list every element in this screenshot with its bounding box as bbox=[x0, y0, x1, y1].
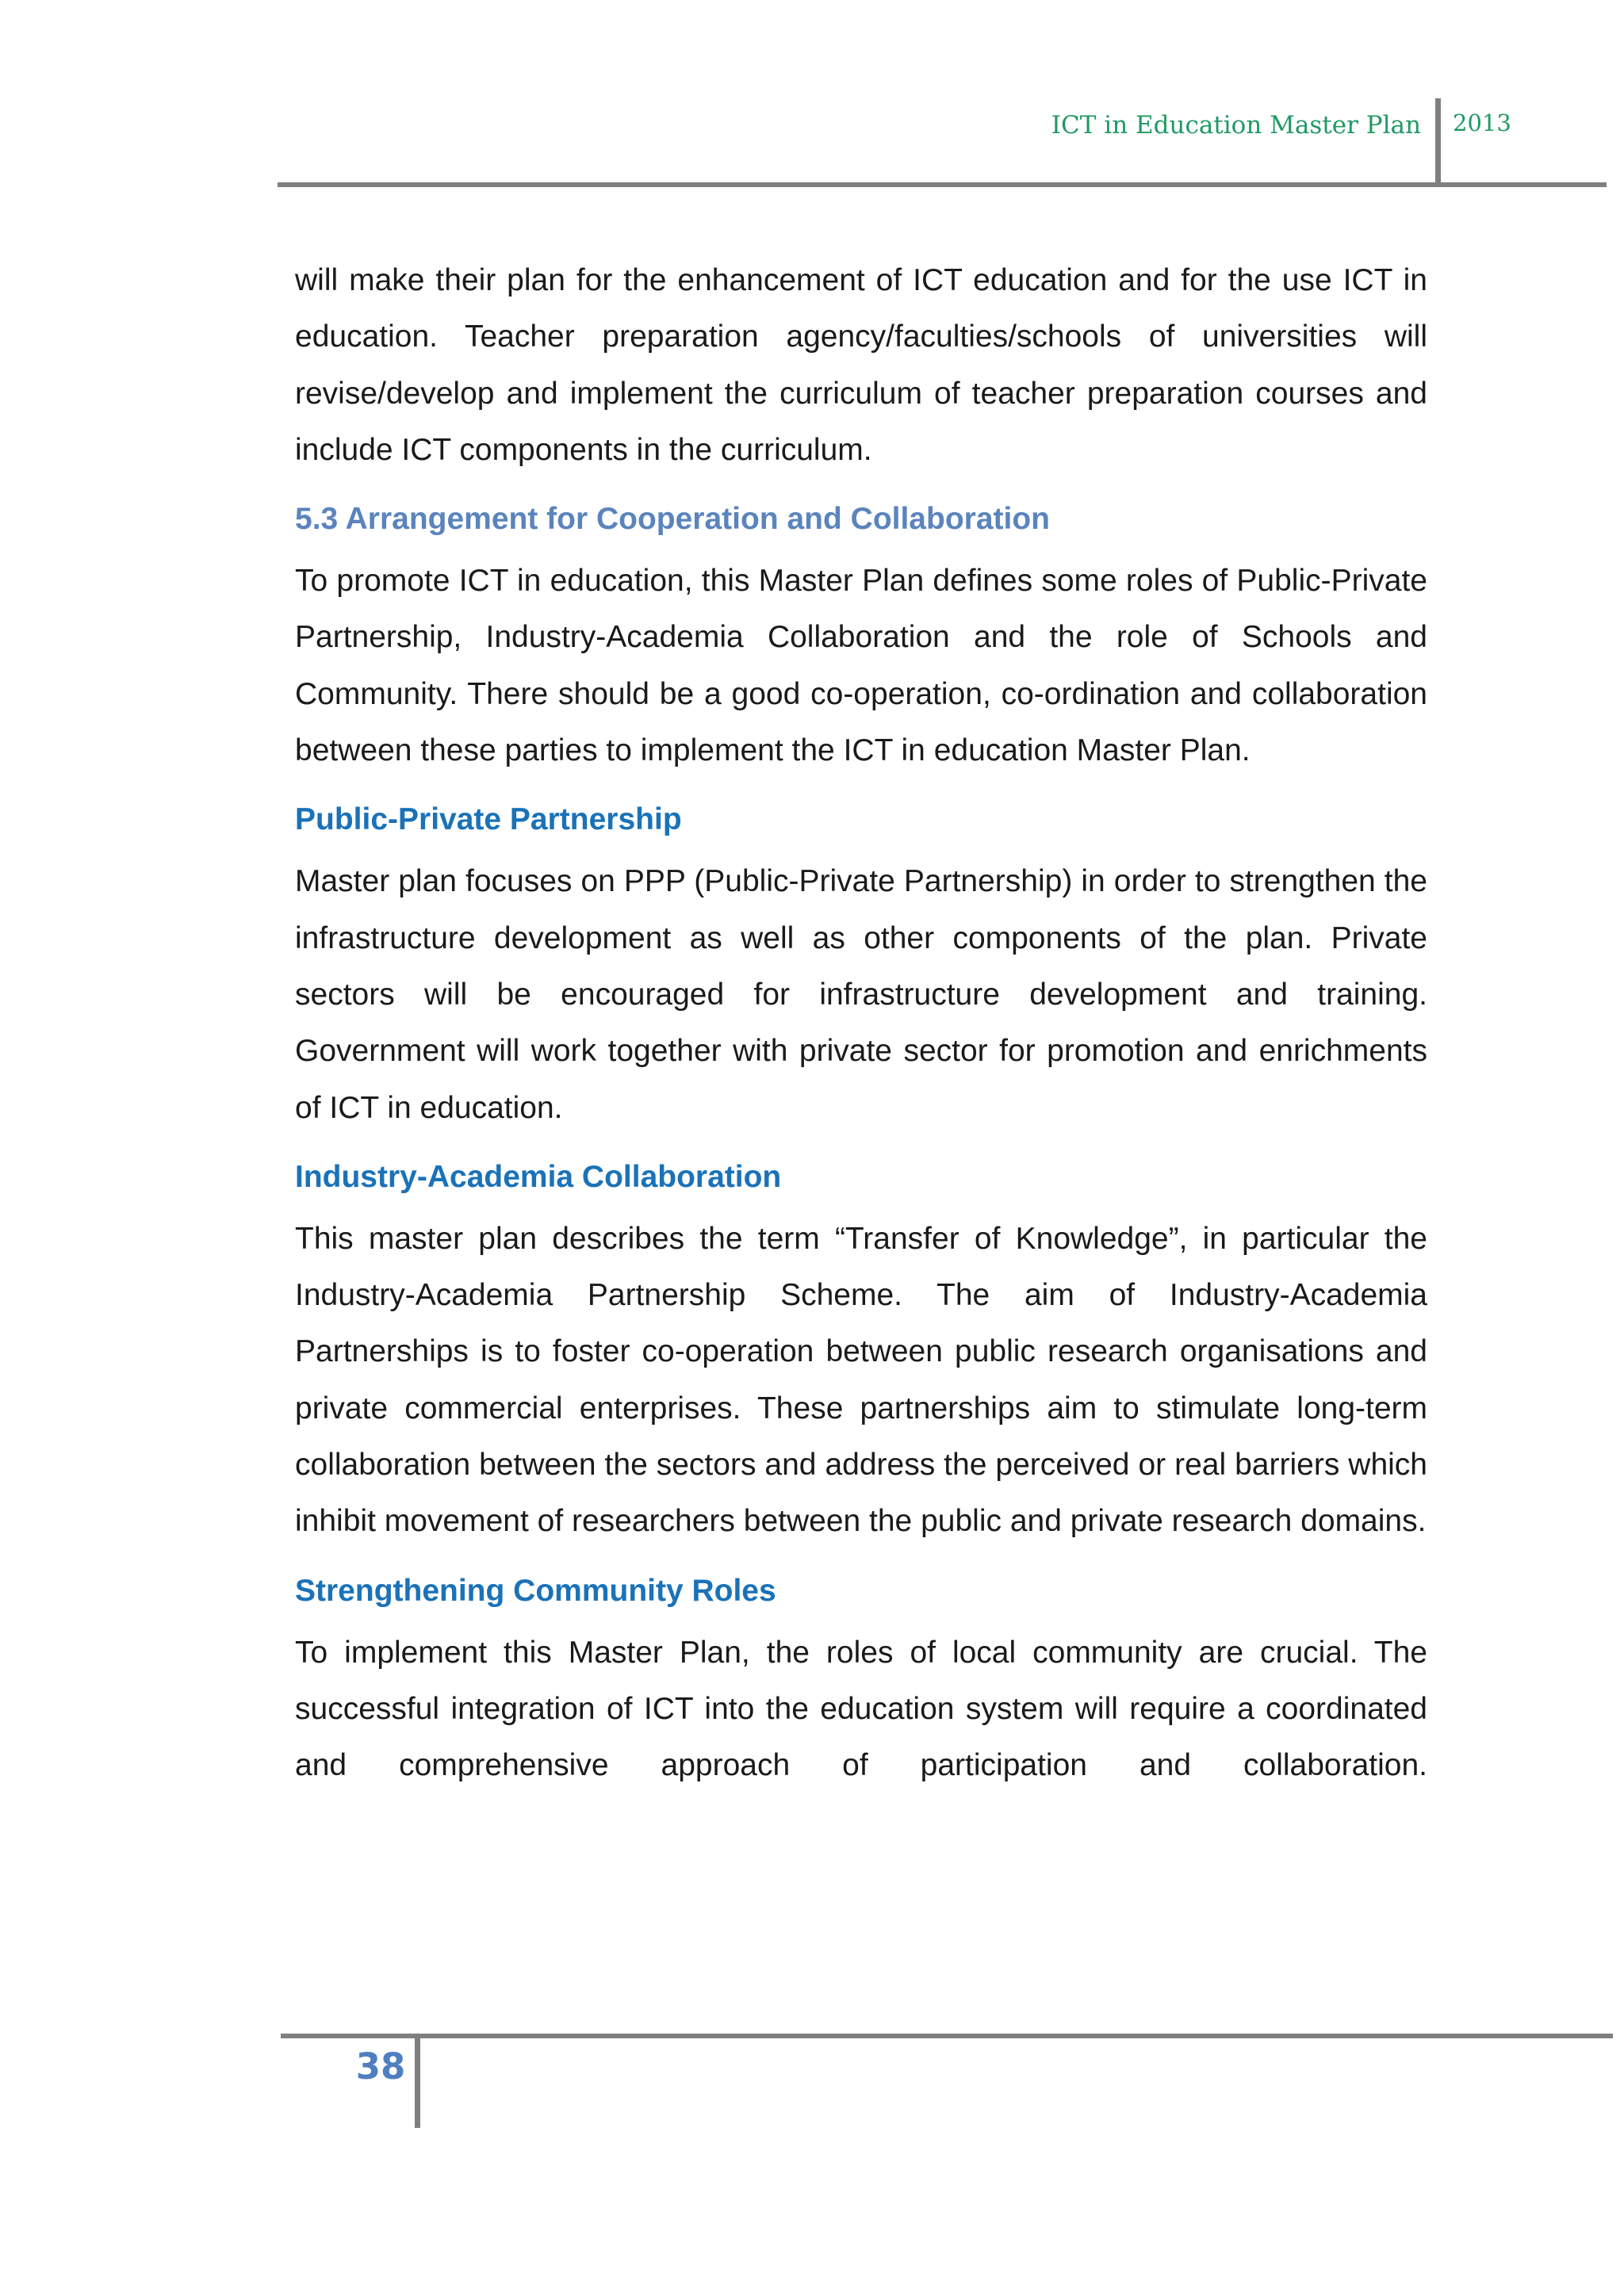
community-roles-heading: Strengthening Community Roles bbox=[295, 1573, 776, 1608]
section-heading: 5.3 Arrangement for Cooperation and Collaboration bbox=[295, 502, 1050, 537]
section-paragraph: To promote ICT in education, this Master Plan defines some roles of Public-Private Partnership, Industry-Academia Collaboration and the role of Schools and Community. There should be a good co-operation, co-ordination and collaboration between these parties to implement the ICT in education Master Plan. bbox=[295, 564, 1427, 768]
footer-divider bbox=[415, 2036, 420, 2128]
page-body bbox=[295, 252, 1427, 1794]
running-header-title: ICT in Education Master Plan bbox=[1051, 111, 1421, 140]
footer-rule bbox=[281, 2034, 1613, 2038]
page-number: 38 bbox=[355, 2045, 406, 2087]
header-divider bbox=[1435, 98, 1441, 186]
industry-academia-paragraph: This master plan describes the term “Transfer of Knowledge”, in particular the Industry-Academia Partnership Scheme. The aim of Industry-Academia Partnerships is to foster co-operation between public research organisations and private commercial enterprises. These partnerships aim to stimulate long-term collaboration between the sectors and address the perceived or real barriers which inhibit movement of researchers between the public and private research domains. bbox=[295, 1221, 1427, 1539]
ppp-heading: Public-Private Partnership bbox=[295, 802, 682, 837]
community-roles-paragraph: To implement this Master Plan, the roles of local community are crucial. The successful integration of ICT into the education system will require a coordinated and comprehensive approach of participation and collaboration. bbox=[295, 1635, 1427, 1783]
intro-paragraph: will make their plan for the enhancement of ICT education and for the use ICT in education. Teacher preparation agency/faculties/schools of universities will revise/develop and implement the curriculum of teacher preparation courses and include ICT components in the curriculum. bbox=[295, 263, 1427, 467]
ppp-paragraph: Master plan focuses on PPP (Public-Private Partnership) in order to strengthen the infrastructure development as well as other components of the plan. Private sectors will be encouraged for infrastructure development and training. Government will work together with private sector for promotion and enrichments of ICT in education. bbox=[295, 864, 1427, 1125]
header-rule bbox=[278, 182, 1607, 187]
running-header-year: 2013 bbox=[1453, 109, 1511, 136]
industry-academia-heading: Industry-Academia Collaboration bbox=[295, 1159, 782, 1194]
